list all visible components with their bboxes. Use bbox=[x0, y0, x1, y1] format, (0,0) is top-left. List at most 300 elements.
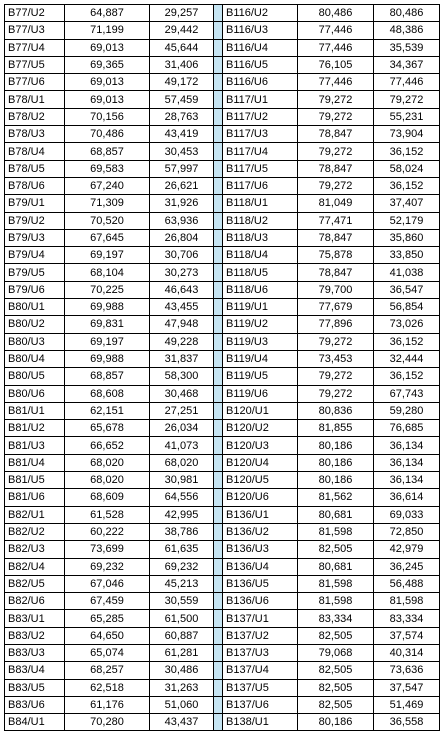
value-cell: 80,836 bbox=[298, 402, 374, 419]
row-label-cell: B117/U4 bbox=[223, 143, 298, 160]
row-label-cell: B120/U1 bbox=[223, 402, 298, 419]
row-label-cell: B81/U4 bbox=[5, 454, 65, 471]
row-label-cell: B81/U5 bbox=[5, 472, 65, 489]
row-label-cell: B82/U3 bbox=[5, 541, 65, 558]
value-cell: 71,199 bbox=[65, 22, 150, 39]
value-cell: 26,621 bbox=[150, 177, 214, 194]
value-cell: 31,926 bbox=[150, 195, 214, 212]
table-row bbox=[5, 610, 440, 627]
value-cell: 67,645 bbox=[65, 229, 150, 246]
table-row bbox=[5, 644, 440, 661]
value-cell: 76,105 bbox=[298, 56, 374, 73]
column-separator bbox=[214, 489, 223, 506]
value-cell: 36,134 bbox=[374, 472, 440, 489]
column-separator bbox=[214, 437, 223, 454]
value-cell: 30,981 bbox=[150, 472, 214, 489]
value-cell: 29,442 bbox=[150, 22, 214, 39]
column-separator bbox=[214, 558, 223, 575]
value-cell: 36,558 bbox=[374, 714, 440, 731]
row-label-cell: B77/U4 bbox=[5, 39, 65, 56]
value-cell: 30,273 bbox=[150, 264, 214, 281]
value-cell: 67,046 bbox=[65, 575, 150, 592]
row-label-cell: B80/U6 bbox=[5, 385, 65, 402]
row-label-cell: B116/U2 bbox=[223, 5, 298, 22]
column-separator bbox=[214, 523, 223, 540]
row-label-cell: B83/U4 bbox=[5, 662, 65, 679]
value-cell: 67,743 bbox=[374, 385, 440, 402]
column-separator bbox=[214, 56, 223, 73]
row-label-cell: B120/U5 bbox=[223, 472, 298, 489]
value-cell: 68,257 bbox=[65, 662, 150, 679]
value-cell: 69,988 bbox=[65, 299, 150, 316]
column-separator bbox=[214, 160, 223, 177]
value-cell: 51,060 bbox=[150, 696, 214, 713]
value-cell: 78,847 bbox=[298, 126, 374, 143]
row-label-cell: B117/U5 bbox=[223, 160, 298, 177]
row-label-cell: B80/U3 bbox=[5, 333, 65, 350]
value-cell: 59,280 bbox=[374, 402, 440, 419]
row-label-cell: B119/U6 bbox=[223, 385, 298, 402]
value-cell: 82,505 bbox=[298, 696, 374, 713]
column-separator bbox=[214, 368, 223, 385]
row-label-cell: B81/U1 bbox=[5, 402, 65, 419]
column-separator bbox=[214, 472, 223, 489]
table-row bbox=[5, 472, 440, 489]
row-label-cell: B79/U6 bbox=[5, 281, 65, 298]
value-cell: 77,471 bbox=[298, 212, 374, 229]
value-cell: 82,505 bbox=[298, 541, 374, 558]
row-label-cell: B80/U2 bbox=[5, 316, 65, 333]
value-cell: 32,444 bbox=[374, 350, 440, 367]
value-cell: 69,033 bbox=[374, 506, 440, 523]
value-cell: 64,650 bbox=[65, 627, 150, 644]
value-cell: 65,074 bbox=[65, 644, 150, 661]
value-cell: 69,232 bbox=[150, 558, 214, 575]
column-separator bbox=[214, 696, 223, 713]
value-cell: 69,831 bbox=[65, 316, 150, 333]
row-label-cell: B82/U1 bbox=[5, 506, 65, 523]
value-cell: 34,367 bbox=[374, 56, 440, 73]
table-row bbox=[5, 489, 440, 506]
value-cell: 36,614 bbox=[374, 489, 440, 506]
row-label-cell: B79/U5 bbox=[5, 264, 65, 281]
column-separator bbox=[214, 143, 223, 160]
table-row bbox=[5, 593, 440, 610]
value-cell: 64,887 bbox=[65, 5, 150, 22]
value-cell: 78,847 bbox=[298, 229, 374, 246]
value-cell: 69,013 bbox=[65, 74, 150, 91]
value-cell: 77,446 bbox=[298, 22, 374, 39]
value-cell: 52,179 bbox=[374, 212, 440, 229]
row-label-cell: B136/U6 bbox=[223, 593, 298, 610]
table-row bbox=[5, 662, 440, 679]
value-cell: 28,763 bbox=[150, 108, 214, 125]
table-row bbox=[5, 108, 440, 125]
value-cell: 82,505 bbox=[298, 679, 374, 696]
value-cell: 69,013 bbox=[65, 91, 150, 108]
value-cell: 67,240 bbox=[65, 177, 150, 194]
value-cell: 56,488 bbox=[374, 575, 440, 592]
column-separator bbox=[214, 506, 223, 523]
value-cell: 58,300 bbox=[150, 368, 214, 385]
value-cell: 83,334 bbox=[298, 610, 374, 627]
row-label-cell: B80/U1 bbox=[5, 299, 65, 316]
value-cell: 60,222 bbox=[65, 523, 150, 540]
value-cell: 76,685 bbox=[374, 420, 440, 437]
value-cell: 77,446 bbox=[374, 74, 440, 91]
table-row bbox=[5, 22, 440, 39]
value-cell: 33,850 bbox=[374, 247, 440, 264]
value-cell: 79,272 bbox=[298, 108, 374, 125]
row-label-cell: B136/U2 bbox=[223, 523, 298, 540]
column-separator bbox=[214, 316, 223, 333]
table-row bbox=[5, 229, 440, 246]
row-label-cell: B83/U1 bbox=[5, 610, 65, 627]
table-row bbox=[5, 350, 440, 367]
column-separator bbox=[214, 593, 223, 610]
column-separator bbox=[214, 212, 223, 229]
column-separator bbox=[214, 5, 223, 22]
value-cell: 40,314 bbox=[374, 644, 440, 661]
table-row bbox=[5, 299, 440, 316]
value-cell: 79,272 bbox=[298, 91, 374, 108]
value-cell: 81,049 bbox=[298, 195, 374, 212]
column-separator bbox=[214, 281, 223, 298]
row-label-cell: B137/U6 bbox=[223, 696, 298, 713]
row-label-cell: B118/U4 bbox=[223, 247, 298, 264]
value-cell: 61,635 bbox=[150, 541, 214, 558]
value-cell: 42,995 bbox=[150, 506, 214, 523]
value-cell: 69,583 bbox=[65, 160, 150, 177]
value-cell: 48,386 bbox=[374, 22, 440, 39]
value-cell: 31,837 bbox=[150, 350, 214, 367]
row-label-cell: B82/U5 bbox=[5, 575, 65, 592]
value-cell: 36,152 bbox=[374, 143, 440, 160]
value-cell: 36,134 bbox=[374, 437, 440, 454]
value-cell: 73,026 bbox=[374, 316, 440, 333]
row-label-cell: B117/U2 bbox=[223, 108, 298, 125]
column-separator bbox=[214, 402, 223, 419]
column-separator bbox=[214, 177, 223, 194]
row-label-cell: B77/U3 bbox=[5, 22, 65, 39]
value-cell: 30,468 bbox=[150, 385, 214, 402]
value-cell: 70,280 bbox=[65, 714, 150, 731]
value-cell: 37,574 bbox=[374, 627, 440, 644]
table-row bbox=[5, 91, 440, 108]
table-row bbox=[5, 368, 440, 385]
value-cell: 68,104 bbox=[65, 264, 150, 281]
table-row bbox=[5, 143, 440, 160]
value-cell: 69,232 bbox=[65, 558, 150, 575]
value-cell: 65,678 bbox=[65, 420, 150, 437]
row-label-cell: B119/U3 bbox=[223, 333, 298, 350]
row-label-cell: B79/U3 bbox=[5, 229, 65, 246]
value-cell: 36,152 bbox=[374, 368, 440, 385]
table-row bbox=[5, 316, 440, 333]
value-cell: 65,285 bbox=[65, 610, 150, 627]
value-cell: 62,151 bbox=[65, 402, 150, 419]
value-cell: 31,263 bbox=[150, 679, 214, 696]
row-label-cell: B81/U2 bbox=[5, 420, 65, 437]
table-row bbox=[5, 454, 440, 471]
row-label-cell: B118/U5 bbox=[223, 264, 298, 281]
row-label-cell: B137/U3 bbox=[223, 644, 298, 661]
column-separator bbox=[214, 679, 223, 696]
value-cell: 77,446 bbox=[298, 39, 374, 56]
row-label-cell: B83/U3 bbox=[5, 644, 65, 661]
row-label-cell: B117/U1 bbox=[223, 91, 298, 108]
value-cell: 81,562 bbox=[298, 489, 374, 506]
data-table bbox=[4, 4, 440, 731]
row-label-cell: B77/U6 bbox=[5, 74, 65, 91]
value-cell: 60,887 bbox=[150, 627, 214, 644]
value-cell: 61,528 bbox=[65, 506, 150, 523]
table-row bbox=[5, 212, 440, 229]
value-cell: 81,598 bbox=[298, 523, 374, 540]
row-label-cell: B82/U6 bbox=[5, 593, 65, 610]
value-cell: 64,556 bbox=[150, 489, 214, 506]
value-cell: 43,455 bbox=[150, 299, 214, 316]
value-cell: 38,786 bbox=[150, 523, 214, 540]
value-cell: 55,231 bbox=[374, 108, 440, 125]
row-label-cell: B118/U3 bbox=[223, 229, 298, 246]
value-cell: 49,172 bbox=[150, 74, 214, 91]
row-label-cell: B82/U2 bbox=[5, 523, 65, 540]
row-label-cell: B77/U5 bbox=[5, 56, 65, 73]
row-label-cell: B137/U1 bbox=[223, 610, 298, 627]
value-cell: 70,225 bbox=[65, 281, 150, 298]
value-cell: 80,486 bbox=[374, 5, 440, 22]
row-label-cell: B137/U5 bbox=[223, 679, 298, 696]
table-body bbox=[5, 5, 440, 731]
value-cell: 56,854 bbox=[374, 299, 440, 316]
value-cell: 41,038 bbox=[374, 264, 440, 281]
value-cell: 70,156 bbox=[65, 108, 150, 125]
value-cell: 81,598 bbox=[298, 575, 374, 592]
table-row bbox=[5, 541, 440, 558]
row-label-cell: B119/U1 bbox=[223, 299, 298, 316]
row-label-cell: B83/U5 bbox=[5, 679, 65, 696]
row-label-cell: B81/U3 bbox=[5, 437, 65, 454]
column-separator bbox=[214, 714, 223, 731]
value-cell: 73,699 bbox=[65, 541, 150, 558]
row-label-cell: B116/U5 bbox=[223, 56, 298, 73]
column-separator bbox=[214, 195, 223, 212]
row-label-cell: B136/U5 bbox=[223, 575, 298, 592]
value-cell: 70,486 bbox=[65, 126, 150, 143]
value-cell: 73,453 bbox=[298, 350, 374, 367]
table-row bbox=[5, 160, 440, 177]
row-label-cell: B119/U4 bbox=[223, 350, 298, 367]
table-row bbox=[5, 333, 440, 350]
value-cell: 45,213 bbox=[150, 575, 214, 592]
row-label-cell: B116/U3 bbox=[223, 22, 298, 39]
value-cell: 36,134 bbox=[374, 454, 440, 471]
table-row bbox=[5, 679, 440, 696]
row-label-cell: B80/U4 bbox=[5, 350, 65, 367]
value-cell: 29,257 bbox=[150, 5, 214, 22]
row-label-cell: B78/U6 bbox=[5, 177, 65, 194]
value-cell: 79,272 bbox=[298, 177, 374, 194]
row-label-cell: B84/U1 bbox=[5, 714, 65, 731]
value-cell: 78,847 bbox=[298, 264, 374, 281]
value-cell: 83,334 bbox=[374, 610, 440, 627]
value-cell: 42,979 bbox=[374, 541, 440, 558]
value-cell: 51,469 bbox=[374, 696, 440, 713]
value-cell: 30,486 bbox=[150, 662, 214, 679]
row-label-cell: B137/U4 bbox=[223, 662, 298, 679]
row-label-cell: B119/U2 bbox=[223, 316, 298, 333]
row-label-cell: B79/U1 bbox=[5, 195, 65, 212]
row-label-cell: B78/U1 bbox=[5, 91, 65, 108]
value-cell: 79,272 bbox=[298, 333, 374, 350]
value-cell: 35,860 bbox=[374, 229, 440, 246]
row-label-cell: B118/U2 bbox=[223, 212, 298, 229]
row-label-cell: B116/U4 bbox=[223, 39, 298, 56]
value-cell: 36,547 bbox=[374, 281, 440, 298]
value-cell: 57,997 bbox=[150, 160, 214, 177]
column-separator bbox=[214, 333, 223, 350]
value-cell: 37,407 bbox=[374, 195, 440, 212]
row-label-cell: B78/U4 bbox=[5, 143, 65, 160]
value-cell: 73,636 bbox=[374, 662, 440, 679]
value-cell: 80,186 bbox=[298, 437, 374, 454]
column-separator bbox=[214, 350, 223, 367]
value-cell: 69,197 bbox=[65, 333, 150, 350]
column-separator bbox=[214, 644, 223, 661]
column-separator bbox=[214, 264, 223, 281]
value-cell: 61,500 bbox=[150, 610, 214, 627]
value-cell: 68,020 bbox=[65, 472, 150, 489]
value-cell: 61,281 bbox=[150, 644, 214, 661]
table-row bbox=[5, 177, 440, 194]
column-separator bbox=[214, 420, 223, 437]
value-cell: 79,068 bbox=[298, 644, 374, 661]
value-cell: 68,020 bbox=[150, 454, 214, 471]
row-label-cell: B79/U2 bbox=[5, 212, 65, 229]
table-row bbox=[5, 714, 440, 731]
value-cell: 75,878 bbox=[298, 247, 374, 264]
column-separator bbox=[214, 108, 223, 125]
value-cell: 81,598 bbox=[374, 593, 440, 610]
table-row bbox=[5, 437, 440, 454]
column-separator bbox=[214, 39, 223, 56]
table-row bbox=[5, 420, 440, 437]
value-cell: 72,850 bbox=[374, 523, 440, 540]
row-label-cell: B119/U5 bbox=[223, 368, 298, 385]
table-row bbox=[5, 523, 440, 540]
column-separator bbox=[214, 541, 223, 558]
row-label-cell: B80/U5 bbox=[5, 368, 65, 385]
value-cell: 46,643 bbox=[150, 281, 214, 298]
column-separator bbox=[214, 662, 223, 679]
value-cell: 30,559 bbox=[150, 593, 214, 610]
value-cell: 63,936 bbox=[150, 212, 214, 229]
value-cell: 43,437 bbox=[150, 714, 214, 731]
row-label-cell: B78/U5 bbox=[5, 160, 65, 177]
value-cell: 80,186 bbox=[298, 714, 374, 731]
row-label-cell: B120/U2 bbox=[223, 420, 298, 437]
value-cell: 68,857 bbox=[65, 143, 150, 160]
column-separator bbox=[214, 454, 223, 471]
row-label-cell: B82/U4 bbox=[5, 558, 65, 575]
column-separator bbox=[214, 385, 223, 402]
row-label-cell: B136/U1 bbox=[223, 506, 298, 523]
value-cell: 79,272 bbox=[298, 368, 374, 385]
value-cell: 27,251 bbox=[150, 402, 214, 419]
value-cell: 80,681 bbox=[298, 558, 374, 575]
row-label-cell: B120/U6 bbox=[223, 489, 298, 506]
value-cell: 79,272 bbox=[374, 91, 440, 108]
value-cell: 80,186 bbox=[298, 472, 374, 489]
value-cell: 30,706 bbox=[150, 247, 214, 264]
value-cell: 77,896 bbox=[298, 316, 374, 333]
value-cell: 41,073 bbox=[150, 437, 214, 454]
row-label-cell: B120/U4 bbox=[223, 454, 298, 471]
table-row bbox=[5, 39, 440, 56]
value-cell: 80,681 bbox=[298, 506, 374, 523]
value-cell: 69,365 bbox=[65, 56, 150, 73]
value-cell: 73,904 bbox=[374, 126, 440, 143]
table-row bbox=[5, 195, 440, 212]
value-cell: 57,459 bbox=[150, 91, 214, 108]
table-row bbox=[5, 264, 440, 281]
row-label-cell: B136/U3 bbox=[223, 541, 298, 558]
row-label-cell: B118/U1 bbox=[223, 195, 298, 212]
value-cell: 45,644 bbox=[150, 39, 214, 56]
value-cell: 26,804 bbox=[150, 229, 214, 246]
value-cell: 47,948 bbox=[150, 316, 214, 333]
row-label-cell: B136/U4 bbox=[223, 558, 298, 575]
value-cell: 68,608 bbox=[65, 385, 150, 402]
value-cell: 36,152 bbox=[374, 333, 440, 350]
table-row bbox=[5, 558, 440, 575]
row-label-cell: B138/U1 bbox=[223, 714, 298, 731]
value-cell: 31,406 bbox=[150, 56, 214, 73]
value-cell: 79,272 bbox=[298, 385, 374, 402]
table-row bbox=[5, 385, 440, 402]
row-label-cell: B120/U3 bbox=[223, 437, 298, 454]
row-label-cell: B118/U6 bbox=[223, 281, 298, 298]
value-cell: 79,272 bbox=[298, 143, 374, 160]
value-cell: 69,197 bbox=[65, 247, 150, 264]
value-cell: 30,453 bbox=[150, 143, 214, 160]
row-label-cell: B78/U2 bbox=[5, 108, 65, 125]
value-cell: 68,020 bbox=[65, 454, 150, 471]
value-cell: 37,547 bbox=[374, 679, 440, 696]
row-label-cell: B116/U6 bbox=[223, 74, 298, 91]
value-cell: 61,176 bbox=[65, 696, 150, 713]
row-label-cell: B81/U6 bbox=[5, 489, 65, 506]
column-separator bbox=[214, 229, 223, 246]
value-cell: 36,152 bbox=[374, 177, 440, 194]
column-separator bbox=[214, 575, 223, 592]
row-label-cell: B117/U3 bbox=[223, 126, 298, 143]
table-row bbox=[5, 506, 440, 523]
table-row bbox=[5, 281, 440, 298]
table-row bbox=[5, 247, 440, 264]
value-cell: 26,034 bbox=[150, 420, 214, 437]
value-cell: 68,857 bbox=[65, 368, 150, 385]
value-cell: 77,679 bbox=[298, 299, 374, 316]
table-row bbox=[5, 74, 440, 91]
value-cell: 68,609 bbox=[65, 489, 150, 506]
row-label-cell: B83/U6 bbox=[5, 696, 65, 713]
column-separator bbox=[214, 91, 223, 108]
row-label-cell: B79/U4 bbox=[5, 247, 65, 264]
value-cell: 36,245 bbox=[374, 558, 440, 575]
column-separator bbox=[214, 299, 223, 316]
